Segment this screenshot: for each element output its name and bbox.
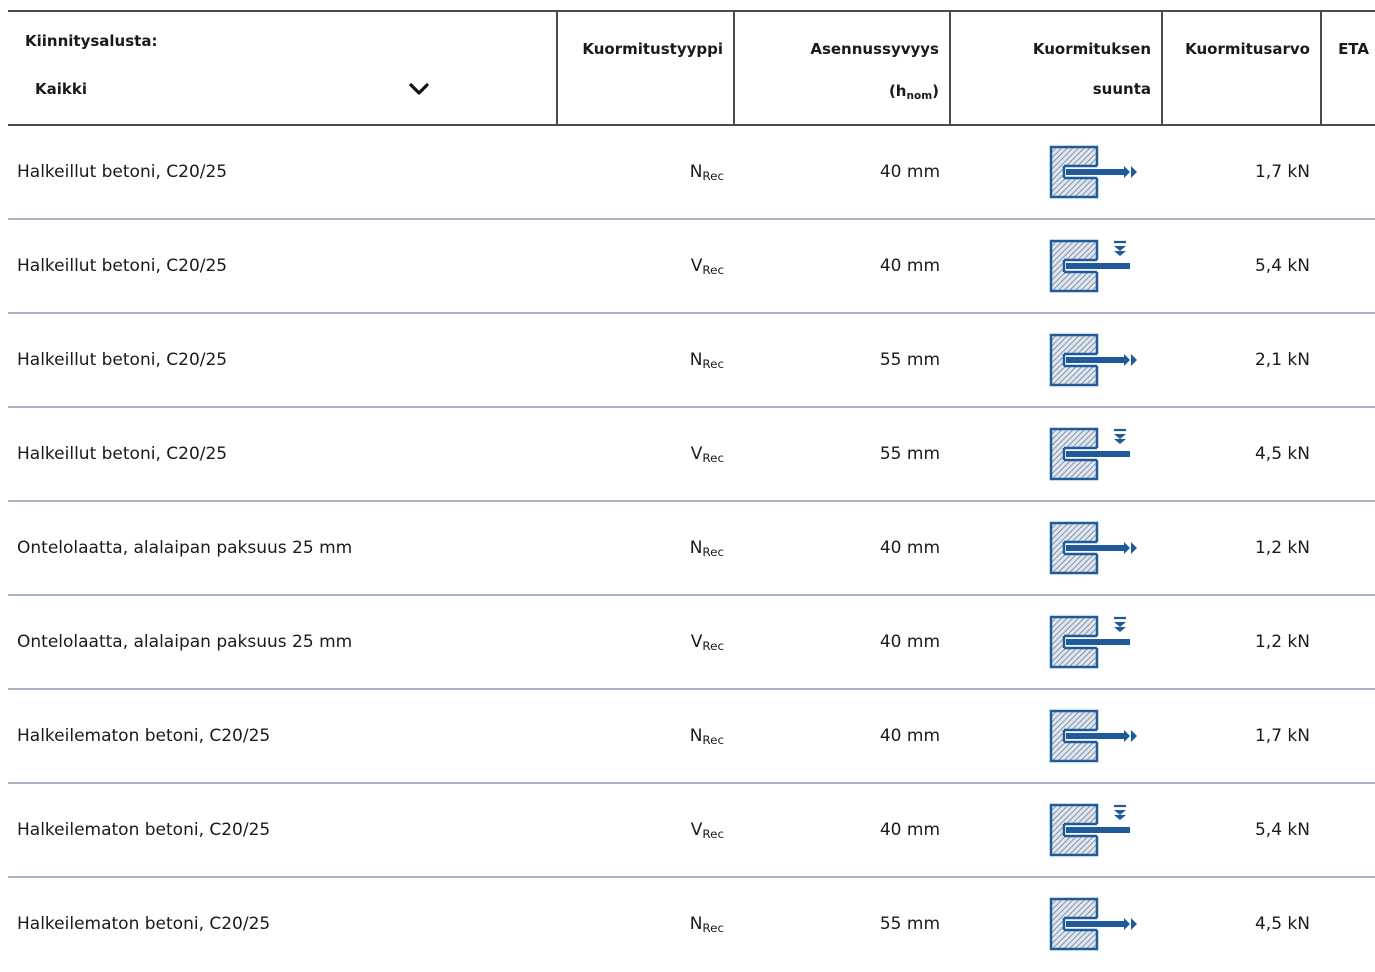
cell-depth [732,784,940,876]
cell-depth [732,878,940,970]
cell-load-value [1160,314,1310,406]
column-header-eta: ETA [1338,40,1369,58]
cell-load-value [1160,690,1310,782]
chevron-down-icon [408,82,430,96]
load-type-symbol: $N_{Rec}$ [689,162,724,183]
cell-substrate [17,220,537,312]
cell-depth [732,314,940,406]
substrate-filter-dropdown[interactable] [25,76,430,102]
substrate-text: Ontelolaatta, alalaipan paksuus 25 mm [17,632,353,652]
cell-load-type [556,596,724,688]
load-value-text: 1,2 kN [1254,538,1310,558]
cell-substrate [17,126,537,218]
tension-arrow-icon [1048,144,1140,200]
cell-load-type [556,690,724,782]
load-type-symbol: $V_{Rec}$ [690,256,724,277]
depth-text: 55 mm [879,444,940,464]
table-row [8,690,1375,784]
table-row [8,784,1375,878]
header-cell-value [1161,12,1320,124]
cell-direction [1048,878,1158,970]
header-cell-direction [949,12,1161,124]
shear-arrow-icon [1048,802,1140,858]
column-header-depth: Asennussyvyys [810,40,939,58]
table-header [0,12,1375,126]
load-type-symbol: $V_{Rec}$ [690,820,724,841]
column-header-load-type: Kuormitustyyppi [582,40,723,58]
substrate-text: Halkeillut betoni, C20/25 [17,256,228,276]
table-row [8,878,1375,972]
cell-load-value [1160,126,1310,218]
header-cell-eta [1320,12,1375,124]
table-row [8,502,1375,596]
cell-load-value [1160,502,1310,594]
tension-arrow-icon [1048,896,1140,952]
cell-load-type [556,126,724,218]
table-row [8,220,1375,314]
table-row [8,596,1375,690]
cell-load-value [1160,220,1310,312]
cell-direction [1048,220,1158,312]
table-row [8,314,1375,408]
depth-text: 55 mm [879,914,940,934]
substrate-text: Halkeilematon betoni, C20/25 [17,820,271,840]
load-type-symbol: $N_{Rec}$ [689,350,724,371]
column-header-depth-symbol: $(h_{nom})$ [888,82,939,102]
cell-depth [732,126,940,218]
cell-direction [1048,502,1158,594]
header-cell-load-type [556,12,733,124]
cell-load-value [1160,878,1310,970]
cell-direction [1048,596,1158,688]
header-cell-substrate [8,12,556,124]
depth-text: 40 mm [879,162,940,182]
table-row [8,408,1375,502]
header-cell-depth [733,12,949,124]
substrate-text: Halkeillut betoni, C20/25 [17,350,228,370]
depth-text: 40 mm [879,632,940,652]
load-value-text: 2,1 kN [1254,350,1310,370]
substrate-text: Ontelolaatta, alalaipan paksuus 25 mm [17,538,353,558]
load-type-symbol: $N_{Rec}$ [689,538,724,559]
load-value-text: 5,4 kN [1254,256,1310,276]
cell-depth [732,408,940,500]
cell-load-type [556,314,724,406]
column-header-direction-line2: suunta [1092,80,1151,98]
cell-load-type [556,878,724,970]
shear-arrow-icon [1048,238,1140,294]
cell-depth [732,596,940,688]
cell-depth [732,220,940,312]
substrate-filter-label: Kiinnitysalusta: [25,32,158,50]
cell-substrate [17,502,537,594]
cell-substrate [17,878,537,970]
shear-arrow-icon [1048,426,1140,482]
depth-text: 40 mm [879,726,940,746]
cell-load-type [556,784,724,876]
load-value-text: 1,2 kN [1254,632,1310,652]
table-row [8,126,1375,220]
substrate-text: Halkeillut betoni, C20/25 [17,444,228,464]
cell-substrate [17,784,537,876]
cell-substrate [17,690,537,782]
load-type-symbol: $V_{Rec}$ [690,632,724,653]
cell-load-type [556,220,724,312]
shear-arrow-icon [1048,614,1140,670]
cell-load-value [1160,784,1310,876]
cell-depth [732,690,940,782]
substrate-text: Halkeilematon betoni, C20/25 [17,914,271,934]
cell-direction [1048,408,1158,500]
load-value-text: 1,7 kN [1254,726,1310,746]
cell-substrate [17,596,537,688]
load-value-text: 4,5 kN [1254,914,1310,934]
depth-text: 40 mm [879,820,940,840]
cell-substrate [17,408,537,500]
cell-direction [1048,126,1158,218]
tension-arrow-icon [1048,708,1140,764]
depth-text: 40 mm [879,256,940,276]
load-type-symbol: $N_{Rec}$ [689,726,724,747]
cell-depth [732,502,940,594]
cell-direction [1048,690,1158,782]
cell-direction [1048,784,1158,876]
cell-substrate [17,314,537,406]
tension-arrow-icon [1048,332,1140,388]
load-type-symbol: $V_{Rec}$ [690,444,724,465]
cell-direction [1048,314,1158,406]
cell-load-type [556,502,724,594]
depth-text: 40 mm [879,538,940,558]
substrate-text: Halkeillut betoni, C20/25 [17,162,228,182]
load-type-symbol: $N_{Rec}$ [689,914,724,935]
substrate-filter-value: Kaikki [35,80,87,98]
column-header-direction: Kuormituksen [1032,40,1151,58]
load-value-text: 1,7 kN [1254,162,1310,182]
tension-arrow-icon [1048,520,1140,576]
substrate-text: Halkeilematon betoni, C20/25 [17,726,271,746]
column-header-value: Kuormitusarvo [1185,40,1310,58]
load-value-text: 4,5 kN [1254,444,1310,464]
load-value-text: 5,4 kN [1254,820,1310,840]
cell-load-type [556,408,724,500]
depth-text: 55 mm [879,350,940,370]
cell-load-value [1160,596,1310,688]
cell-load-value [1160,408,1310,500]
